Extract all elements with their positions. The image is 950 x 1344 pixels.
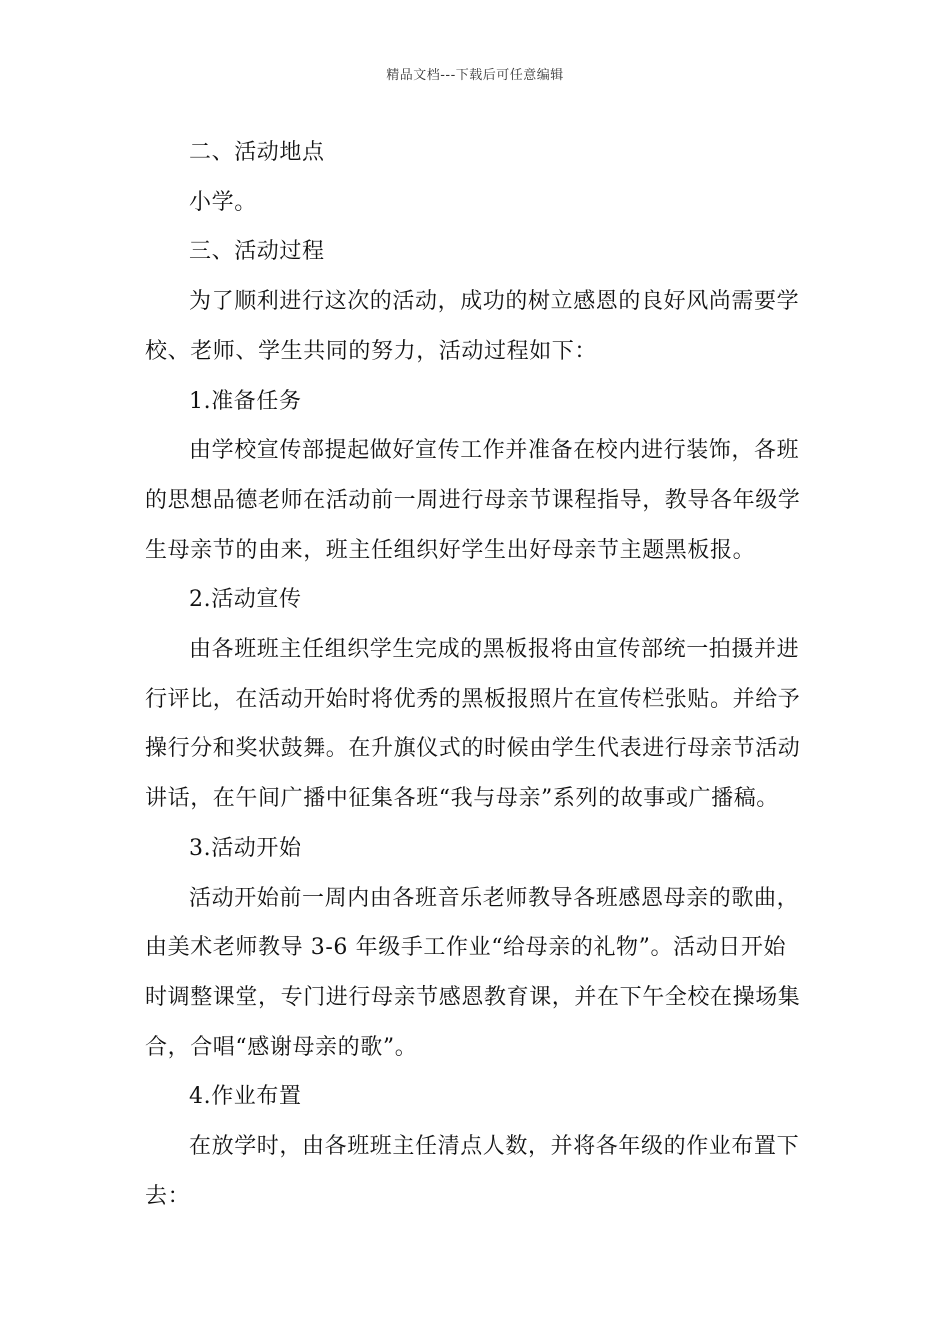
document-body <box>145 128 810 1221</box>
paragraph-line: 去： <box>145 1183 191 1209</box>
subheading-start: 3.活动开始 <box>189 835 302 861</box>
paragraph-line: 为了顺利进行这次的活动，成功的树立感恩的良好风尚需要学 <box>189 289 800 315</box>
paragraph-line: 活动开始前一周内由各班音乐老师教导各班感恩母亲的歌曲， <box>189 885 800 911</box>
section-heading-location: 二、活动地点 <box>189 140 325 165</box>
paragraph-line: 操行分和奖状鼓舞。在升旗仪式的时候由学生代表进行母亲节活动 <box>145 736 801 762</box>
paragraph-line: 校、老师、学生共同的努力，活动过程如下： <box>145 338 598 364</box>
section-heading-process: 三、活动过程 <box>189 239 325 265</box>
page-header: 精品文档---下载后可任意编辑 <box>386 68 564 83</box>
paragraph-line: 的思想品德老师在活动前一周进行母亲节课程指导，教导各年级学 <box>145 487 801 513</box>
paragraph-line: 由各班班主任组织学生完成的黑板报将由宣传部统一拍摄并进 <box>189 637 800 663</box>
subheading-preparation: 1.准备任务 <box>189 388 302 414</box>
paragraph-line: 时调整课堂，专门进行母亲节感恩教育课，并在下午全校在操场集 <box>145 984 801 1010</box>
paragraph-line: 讲话，在午间广播中征集各班“我与母亲”系列的故事或广播稿。 <box>145 786 779 812</box>
paragraph-line: 在放学时，由各班班主任清点人数，并将各年级的作业布置下 <box>189 1134 800 1160</box>
paragraph-line: 小学。 <box>189 189 257 215</box>
paragraph-line: 由美术老师教导 3-6 年级手工作业“给母亲的礼物”。活动日开始 <box>145 935 787 961</box>
paragraph-line: 合，合唱“感谢母亲的歌”。 <box>145 1034 418 1060</box>
subheading-publicity: 2.活动宣传 <box>189 587 302 613</box>
paragraph-line: 行评比，在活动开始时将优秀的黑板报照片在宣传栏张贴。并给予 <box>145 686 801 712</box>
paragraph-line: 由学校宣传部提起做好宣传工作并准备在校内进行装饰，各班 <box>189 438 800 464</box>
paragraph-line: 生母亲节的由来，班主任组织好学生出好母亲节主题黑板报。 <box>145 537 756 563</box>
subheading-homework: 4.作业布置 <box>189 1084 302 1110</box>
